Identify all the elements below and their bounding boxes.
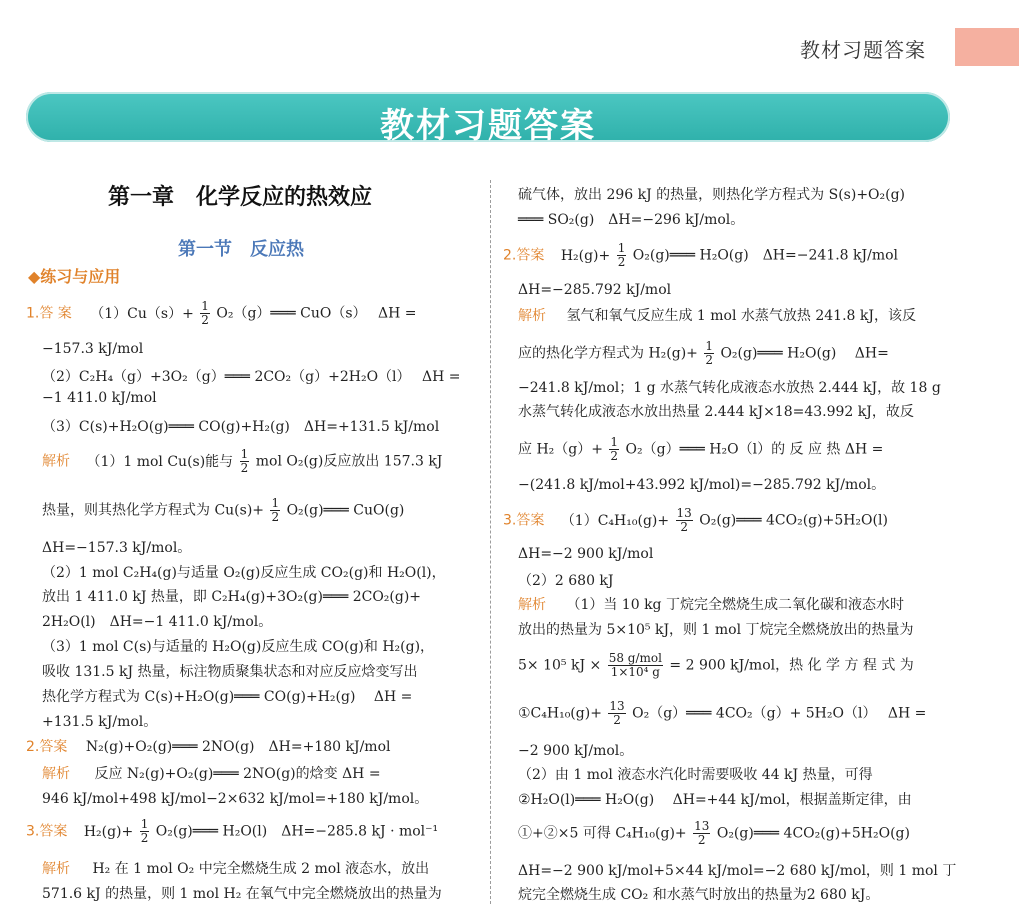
- q1-analysis-line: 吸收 131.5 kJ 热量，标注物质聚集状态和对应反应焓变写出: [42, 664, 418, 680]
- r-line: ②H₂O(l)═══ H₂O(g) ΔH=+44 kJ/mol，根据盖斯定律，由: [518, 792, 912, 808]
- q2-equation: N₂(g)+O₂(g)═══ 2NO(g) ΔH=+180 kJ/mol: [85, 739, 391, 755]
- r-line: ΔH=−2 900 kJ/mol: [518, 546, 654, 562]
- section-title: 第一节 反应热: [178, 239, 304, 260]
- r-line: [518, 820, 910, 847]
- column-divider: [490, 180, 491, 904]
- r-q2-analysis5-b: O₂（g）═══ H₂O（l）的 反 应 热 ΔH =: [625, 441, 884, 458]
- q2-analysis-line: [42, 763, 381, 783]
- fraction: $\frac{1}{2}$: [140, 817, 149, 845]
- r-q3-analysis3-a: 5× 10⁵ kJ ×: [518, 657, 602, 674]
- q1-analysis-line: [42, 448, 442, 475]
- r-q2-answer-tag: 2.答案: [503, 247, 545, 264]
- q1-answer-tag: 1.答 案: [26, 305, 72, 322]
- r-q2-analysis-text: 氢气和氧气反应生成 1 mol 水蒸气放热 241.8 kJ，该反: [566, 308, 916, 324]
- header-color-tab: [955, 28, 1019, 66]
- r-q3-eq-b: O₂(g)═══ 4CO₂(g)+5H₂O(l): [699, 512, 888, 529]
- r-line: −241.8 kJ/mol；1 g 水蒸气转化成液态水放热 2.444 kJ，故 18 g: [518, 380, 941, 396]
- r-q2-eq-b: O₂(g)═══ H₂O(g) ΔH=−241.8 kJ/mol: [632, 247, 898, 264]
- fraction: $\frac{1}{2}$: [617, 241, 626, 269]
- r-line: 烷完全燃烧生成 CO₂ 和水蒸气时放出的热量为2 680 kJ。: [518, 887, 880, 903]
- q1-answer-line: [26, 300, 417, 327]
- banner-title: 教材习题答案: [380, 106, 596, 146]
- q3-analysis-line: 571.6 kJ 的热量，则 1 mol H₂ 在氧气中完全燃烧放出的热量为: [42, 886, 442, 902]
- q1-analysis-line: （3）1 mol C(s)与适量的 H₂O(g)反应生成 CO(g)和 H₂(g)，: [42, 639, 435, 655]
- q1-analysis2-b: O₂(g)═══ CuO(g): [286, 502, 405, 519]
- fraction: $\frac{1}{2}$: [271, 496, 280, 524]
- r-q2-analysis5-a: 应 H₂（g）+: [518, 441, 603, 458]
- q1-analysis-line: （2）1 mol C₂H₄(g)与适量 O₂(g)反应生成 CO₂(g)和 H₂O(l)，: [42, 565, 446, 581]
- q2-analysis-text: 反应 N₂(g)+O₂(g)═══ 2NO(g)的焓变 ΔH =: [94, 766, 381, 782]
- fraction: $\frac{13}{2}$: [676, 506, 692, 534]
- r-line: −(241.8 kJ/mol+43.992 kJ/mol)=−285.792 kJ/mol。: [518, 477, 886, 493]
- r-q2-answer-line: [503, 242, 898, 269]
- q3-answer-line: [26, 818, 438, 845]
- q1-analysis-line: +131.5 kJ/mol。: [42, 714, 158, 730]
- r-line: （2）由 1 mol 液态水汽化时需要吸收 44 kJ 热量，可得: [518, 767, 873, 783]
- r-q3-analysis3-b: = 2 900 kJ/mol，热 化 学 方 程 式 为: [669, 657, 914, 674]
- q2-analysis-tag: 解析: [42, 766, 70, 782]
- r-q3-answer-line: [503, 507, 888, 534]
- title-banner: [26, 92, 950, 146]
- q1-analysis-line: 放出 1 411.0 kJ 热量，即 C₂H₄(g)+3O₂(g)═══ 2CO₂(g)+: [42, 589, 422, 605]
- r-line: 硫气体，放出 296 kJ 的热量，则热化学方程式为 S(s)+O₂(g): [518, 187, 906, 203]
- q1-analysis-line: [42, 497, 404, 524]
- r-q3-analysis8-a: ①+②×5 可得 C₄H₁₀(g)+: [518, 825, 687, 842]
- r-q3-analysis-text: （1）当 10 kg 丁烷完全燃烧生成二氧化碳和液态水时: [566, 597, 904, 613]
- fraction: $\frac{\text{58 g/mol}}{\text{1×10⁴ g}}$: [608, 651, 662, 679]
- q1-line: −1 411.0 kJ/mol: [42, 390, 157, 406]
- fraction: $\frac{1}{2}$: [240, 447, 249, 475]
- q2-analysis-line: 946 kJ/mol+498 kJ/mol−2×632 kJ/mol=+180 kJ/mol。: [42, 791, 429, 807]
- q3-analysis-text: H₂ 在 1 mol O₂ 中完全燃烧生成 2 mol 液态水，放出: [92, 861, 430, 877]
- q2-answer-tag: 2.答案: [26, 739, 68, 755]
- q1-analysis-b: mol O₂(g)反应放出 157.3 kJ: [255, 453, 443, 470]
- q3-analysis-line: [42, 858, 429, 878]
- q1-analysis-line: 热化学方程式为 C(s)+H₂O(g)═══ CO(g)+H₂(g) ΔH =: [42, 689, 413, 705]
- r-q3-answer-tag: 3.答案: [503, 512, 545, 529]
- r-line: [518, 700, 926, 727]
- r-line: ΔH=−285.792 kJ/mol: [518, 282, 672, 298]
- r-line: ═══ SO₂(g) ΔH=−296 kJ/mol。: [518, 212, 745, 228]
- q1-analysis-a: （1）1 mol Cu(s)能与: [86, 453, 234, 470]
- fraction: $\frac{1}{2}$: [201, 299, 209, 327]
- q3-answer-tag: 3.答案: [26, 823, 68, 840]
- running-header: 教材习题答案: [800, 38, 926, 62]
- r-line: [518, 652, 914, 679]
- q3-eq-part-a: H₂(g)+: [83, 823, 134, 840]
- practice-heading: ◆练习与应用: [28, 267, 121, 286]
- fraction: $\frac{1}{2}$: [705, 339, 713, 367]
- r-q3-analysis8-b: O₂(g)═══ 4CO₂(g)+5H₂O(g): [716, 825, 910, 842]
- q1-eq1-part-b: O₂（g）═══ CuO（s） ΔH =: [216, 305, 417, 322]
- fraction: $\frac{13}{2}$: [609, 699, 625, 727]
- q1-analysis-tag: 解析: [42, 453, 70, 470]
- q3-eq-part-b: O₂(g)═══ H₂O(l) ΔH=−285.8 kJ · mol⁻¹: [155, 823, 439, 840]
- q2-answer-line: [26, 736, 390, 756]
- q1-analysis-line: 2H₂O(l) ΔH=−1 411.0 kJ/mol。: [42, 614, 273, 630]
- fraction: $\frac{1}{2}$: [610, 435, 619, 463]
- r-q2-analysis-tag: 解析: [518, 308, 546, 324]
- r-q2-analysis2-a: 应的热化学方程式为 H₂(g)+: [518, 345, 698, 362]
- r-q3-analysis-tag: 解析: [518, 597, 546, 613]
- r-q3-analysis4-b: O₂（g）═══ 4CO₂（g）+ 5H₂O（l） ΔH =: [632, 705, 927, 722]
- r-q2-analysis-line: [518, 305, 916, 325]
- q3-analysis-tag: 解析: [42, 861, 70, 877]
- r-line: −2 900 kJ/mol。: [518, 743, 634, 759]
- r-line: ΔH=−2 900 kJ/mol+5×44 kJ/mol=−2 680 kJ/mol，则 1 mol 丁: [518, 863, 957, 879]
- r-q3-analysis-line: [518, 594, 904, 614]
- r-line: [518, 436, 883, 463]
- r-q3-eq-a: （1）C₄H₁₀(g)+: [560, 512, 670, 529]
- chapter-title: 第一章 化学反应的热效应: [108, 185, 373, 210]
- r-q2-eq-a: H₂(g)+: [560, 247, 611, 264]
- r-q3-analysis4-a: ①C₄H₁₀(g)+: [518, 705, 602, 722]
- r-q2-analysis2-b: O₂(g)═══ H₂O(g) ΔH=: [720, 345, 889, 362]
- q1-line: −157.3 kJ/mol: [42, 341, 144, 357]
- q1-eq1-part-a: （1）Cu（s）+: [90, 305, 194, 322]
- r-line: （2）2 680 kJ: [518, 573, 614, 589]
- r-line: 放出的热量为 5×10⁵ kJ，则 1 mol 丁烷完全燃烧放出的热量为: [518, 622, 914, 638]
- r-line: [518, 340, 889, 367]
- q1-analysis2-a: 热量，则其热化学方程式为 Cu(s)+: [42, 502, 265, 519]
- fraction: $\frac{13}{2}$: [694, 819, 710, 847]
- q1-line: （3）C(s)+H₂O(g)═══ CO(g)+H₂(g) ΔH=+131.5 kJ/mol: [42, 419, 440, 435]
- r-line: 水蒸气转化成液态水放出热量 2.444 kJ×18=43.992 kJ，故反: [518, 404, 914, 420]
- q1-analysis-line: ΔH=−157.3 kJ/mol。: [42, 540, 192, 556]
- q1-line: （2）C₂H₄（g）+3O₂（g）═══ 2CO₂（g）+2H₂O（l） ΔH =: [42, 369, 461, 385]
